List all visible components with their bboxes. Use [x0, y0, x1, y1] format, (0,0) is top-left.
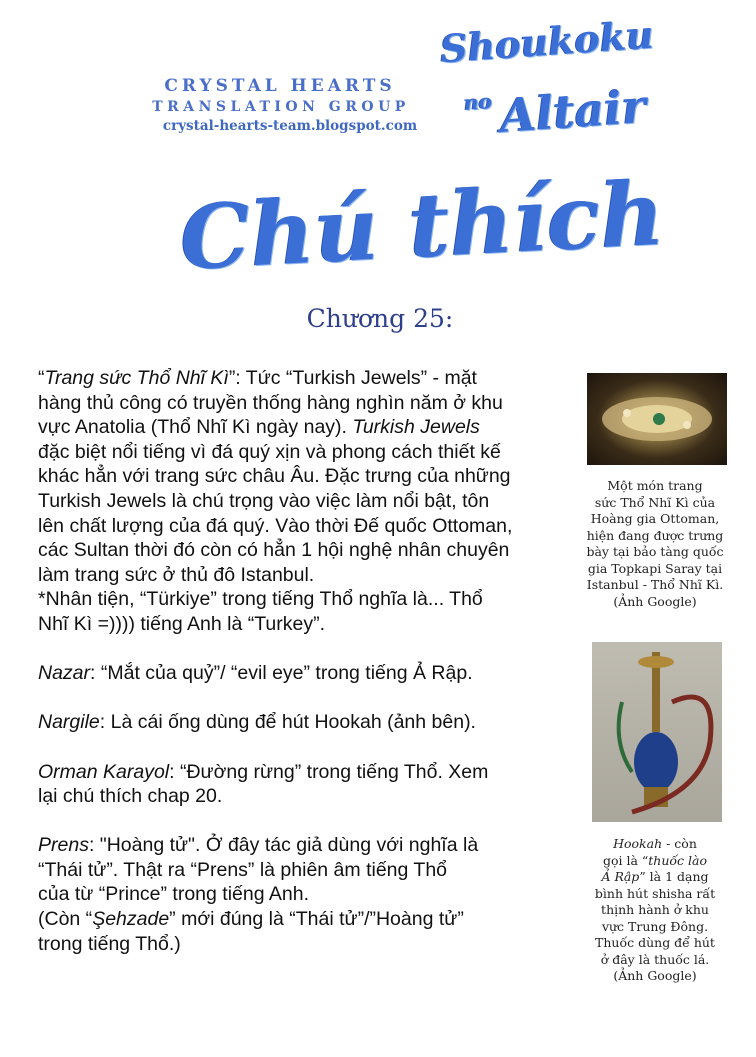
italic-term: Şehzade	[92, 908, 170, 931]
body-line	[38, 932, 512, 957]
text-segment: Một món trang	[607, 478, 703, 493]
body-line	[38, 661, 512, 686]
italic-term: Nargile	[38, 711, 100, 734]
italic-term: Orman Karayol	[38, 760, 170, 783]
body-line	[38, 415, 512, 440]
text-segment: (Còn “	[38, 908, 93, 931]
body-line	[38, 833, 512, 858]
italic-term: Trang sức Thổ Nhĩ Kì	[44, 367, 229, 389]
text-segment: ”: Tức “Turkish Jewels” - mặt	[228, 367, 477, 389]
text-segment: - còn	[662, 836, 697, 851]
caption-line	[575, 836, 735, 853]
text-segment: lại chú thích chap 20.	[38, 785, 223, 808]
caption-line	[575, 544, 735, 561]
body-line	[38, 784, 512, 809]
text-segment: của từ “Prince” trong tiếng Anh.	[38, 883, 310, 906]
text-segment: : Là cái ống dùng để hút Hookah (ảnh bên).	[99, 711, 476, 734]
body-line	[38, 637, 512, 662]
body-line	[38, 710, 512, 735]
body-line	[38, 587, 512, 612]
text-segment: lên chất lượng của đá quý. Vào thời Đế quốc Ottoman,	[38, 514, 513, 537]
text-segment: khác hẳn với trang sức châu Âu. Đặc trưng của những	[38, 465, 511, 488]
text-segment: gọi là “	[602, 852, 649, 868]
series-logo-line1: Shoukoku	[438, 11, 655, 72]
body-line	[38, 514, 512, 539]
text-segment: ở đây là thuốc lá.	[600, 951, 710, 967]
body-line	[38, 391, 512, 416]
text-segment: bày tại bảo tàng quốc	[586, 544, 724, 559]
caption-line	[575, 594, 735, 611]
caption-line	[575, 869, 735, 886]
caption-line	[575, 577, 735, 594]
text-segment: Istanbul - Thổ Nhĩ Kì.	[586, 577, 724, 592]
group-subtitle: TRANSLATION GROUP	[152, 99, 410, 115]
page-title: Chú thích	[177, 160, 667, 290]
text-segment: trong tiếng Thổ.)	[38, 932, 181, 955]
text-segment: : “Mắt của quỷ”/ “evil eye” trong tiếng Ả Rập.	[90, 662, 473, 685]
body-line	[38, 882, 512, 907]
italic-term: Hookah	[613, 836, 663, 851]
chapter-heading: Chương 25:	[306, 304, 454, 333]
text-segment: sức Thổ Nhĩ Kì của	[594, 494, 716, 510]
hookah-photo	[592, 642, 722, 822]
text-segment: ” là 1 dạng	[639, 869, 709, 884]
text-segment: *Nhân tiện, “Türkiye” trong tiếng Thổ nghĩa là... Thổ	[38, 588, 483, 611]
jewel-image-icon	[587, 373, 727, 465]
caption-line	[575, 968, 735, 985]
text-segment: hàng thủ công có truyền thống hàng nghìn năm ở khu	[38, 391, 503, 414]
body-line	[38, 760, 512, 785]
text-segment: ” mới đúng là “Thái tử”/”Hoàng tử”	[169, 908, 464, 931]
text-segment: vực Anatolia (Thổ Nhĩ Kì ngày nay).	[38, 416, 353, 439]
caption-line	[575, 886, 735, 903]
notes-body	[38, 366, 512, 956]
text-segment: hiện đang được trưng	[586, 527, 724, 543]
body-line	[38, 440, 512, 465]
caption-line	[575, 511, 735, 528]
body-line	[38, 809, 512, 834]
italic-term: Nazar	[38, 662, 91, 685]
jewel-caption	[575, 478, 735, 610]
caption-line	[575, 478, 735, 495]
text-segment: Turkish Jewels là chú trọng vào việc làm nổi bật, tôn	[38, 489, 490, 512]
body-line	[38, 858, 512, 883]
text-segment: “Thái tử”. Thật ra “Prens” là phiên âm tiếng Thổ	[38, 858, 448, 881]
caption-line	[575, 902, 735, 919]
text-segment: thịnh hành ở khu	[601, 902, 709, 917]
text-segment: bình hút shisha rất	[594, 885, 716, 901]
caption-line	[575, 919, 735, 936]
body-line	[38, 907, 512, 932]
body-line	[38, 686, 512, 711]
series-logo-line3: Altair	[498, 78, 648, 144]
text-segment: : "Hoàng tử". Ở đây tác giả dùng với nghĩa là	[88, 834, 479, 857]
text-segment: các Sultan thời đó còn có hẳn 1 hội nghệ nhân chuyên	[38, 539, 510, 562]
group-url: crystal-hearts-team.blogspot.com	[162, 118, 418, 134]
body-line	[38, 366, 512, 391]
text-segment: (Ảnh Google)	[613, 593, 697, 609]
caption-line	[575, 853, 735, 870]
group-name: CRYSTAL HEARTS	[164, 76, 396, 96]
body-line	[38, 612, 512, 637]
caption-line	[575, 561, 735, 578]
text-segment: đặc biệt nổi tiếng vì đá quý xịn và phong cách thiết kế	[38, 440, 501, 463]
caption-line	[575, 495, 735, 512]
caption-line	[575, 935, 735, 952]
text-segment: “	[38, 367, 45, 389]
italic-term: Turkish Jewels	[352, 416, 480, 439]
hookah-caption	[575, 836, 735, 985]
hookah-image-icon	[592, 642, 722, 822]
body-line	[38, 538, 512, 563]
text-segment: (Ảnh Google)	[613, 968, 697, 983]
turkish-jewel-photo	[587, 373, 727, 465]
text-segment: Thuốc dùng để hút	[595, 935, 715, 950]
text-segment: làm trang sức ở thủ đô Istanbul.	[38, 563, 315, 586]
caption-line	[575, 528, 735, 545]
caption-line	[575, 952, 735, 969]
body-line	[38, 489, 512, 514]
series-logo-line2: no	[463, 89, 493, 115]
text-segment: Nhĩ Kì =)))) tiếng Anh là “Turkey”.	[38, 612, 325, 635]
text-segment: vực Trung Đông.	[601, 918, 709, 934]
text-segment: Hoàng gia Ottoman,	[590, 511, 720, 526]
italic-term: Ả Rập	[601, 869, 640, 884]
text-segment: gia Topkapi Saray tại	[587, 560, 723, 576]
body-line	[38, 735, 512, 760]
italic-term: Prens	[38, 834, 89, 857]
italic-term: thuốc lào	[648, 852, 708, 868]
body-line	[38, 464, 512, 489]
text-segment: : “Đường rừng” trong tiếng Thổ. Xem	[169, 760, 489, 783]
body-line	[38, 563, 512, 588]
